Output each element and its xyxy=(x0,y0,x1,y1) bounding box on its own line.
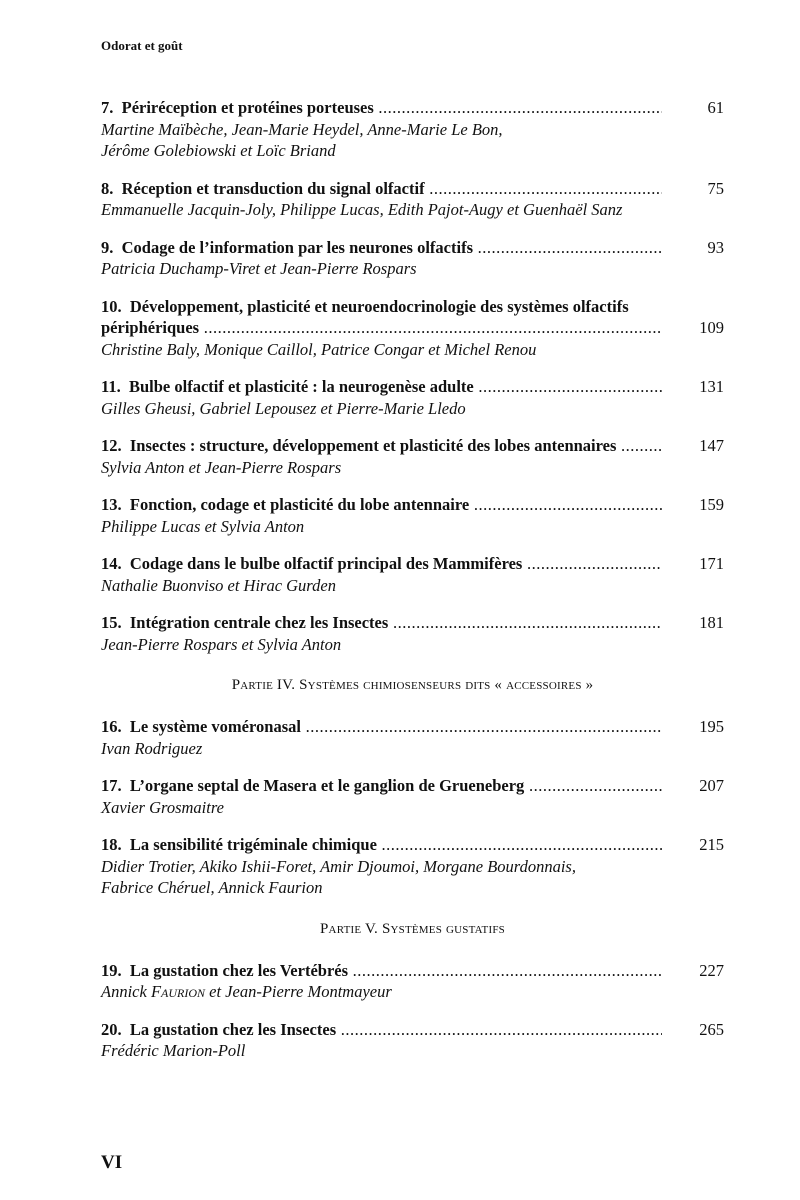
entry-number: 15. xyxy=(101,613,122,632)
entry-title-label: La sensibilité trigéminale chimique xyxy=(129,835,377,854)
entry-title-text xyxy=(101,495,662,514)
entry-title xyxy=(101,960,662,982)
entry-authors: Nathalie Buonviso et Hirac Gurden xyxy=(101,575,336,595)
entry-title xyxy=(101,237,662,259)
entry-title-text xyxy=(101,835,662,854)
entry-title-label: Réception et transduction du signal olfactif xyxy=(121,178,425,198)
page-number: 195 xyxy=(699,717,724,736)
page-number: 181 xyxy=(699,613,724,632)
page-number: 93 xyxy=(707,237,724,257)
entry-authors xyxy=(101,981,724,1003)
entry-title-label: La gustation chez les Insectes xyxy=(129,1019,337,1039)
entry-title-label: Périréception et protéines porteuses xyxy=(121,98,374,117)
page-number: 215 xyxy=(699,835,724,854)
page-number: 159 xyxy=(699,495,724,514)
entry-title-text xyxy=(101,98,662,117)
entry-authors: Jérôme Golebiowski et Loïc Briand xyxy=(101,141,336,160)
page-number: 171 xyxy=(699,554,724,573)
toc-block-olfaction-2 xyxy=(101,376,724,655)
part-heading-4: Partie IV. Systèmes chimiosenseurs dits « accessoires » xyxy=(231,677,594,693)
entry-title-line2: périphériques ..... xyxy=(101,318,662,337)
entry-authors: Emmanuelle Jacquin-Joly, Philippe Lucas, Edith Pajot-Augy et Guenhaël Sanz xyxy=(101,200,623,219)
entry-number: 19. xyxy=(101,960,122,980)
entry-authors: Gilles Gheusi, Gabriel Lepousez et Pierre-Marie Lledo xyxy=(101,398,466,418)
entry-title-text xyxy=(101,717,662,736)
toc-entry-19 xyxy=(101,960,724,1003)
entry-authors: Jean-Pierre Rospars et Sylvia Anton xyxy=(101,634,342,654)
entry-number: 12. xyxy=(101,436,122,455)
entry-title-label: Le système voméronasal xyxy=(129,717,301,736)
entry-authors: Patricia Duchamp-Viret et Jean-Pierre Rospars xyxy=(101,259,417,278)
entry-title-text xyxy=(101,1020,662,1039)
entry-title-label: Codage dans le bulbe olfactif principal des Mammifères xyxy=(129,554,523,573)
toc-block-olfaction xyxy=(101,97,724,280)
entry-authors: Philippe Lucas et Sylvia Anton xyxy=(101,516,305,536)
entry-number: 9. xyxy=(101,237,114,257)
entry-title-text xyxy=(101,961,662,980)
entry-authors: Martine Maïbèche, Jean-Marie Heydel, Anne-Marie Le Bon, xyxy=(101,119,503,139)
entry-title-text xyxy=(101,179,662,198)
toc-entry xyxy=(101,553,724,596)
toc-entry xyxy=(101,775,724,818)
entry-number: 7. xyxy=(101,98,114,117)
entry-title xyxy=(101,376,662,398)
entry-title-text xyxy=(101,436,662,455)
toc-entry xyxy=(101,376,724,419)
entry-number: 14. xyxy=(101,554,122,573)
toc-entry-10 xyxy=(101,296,724,361)
entry-title xyxy=(101,834,662,856)
page-number: 131 xyxy=(699,377,724,396)
page-number: 207 xyxy=(699,776,724,795)
entry-authors: Xavier Grosmaitre xyxy=(101,797,224,817)
author-small-caps: Faurion xyxy=(150,982,206,1001)
entry-title-text xyxy=(101,238,662,257)
entry-title xyxy=(101,716,662,738)
toc-entry xyxy=(101,612,724,655)
entry-title xyxy=(101,178,662,200)
entry-title-label: Fonction, codage et plasticité du lobe antennaire xyxy=(129,495,470,514)
entry-title-text xyxy=(101,776,662,795)
entry-number: 8. xyxy=(101,178,114,198)
entry-number: 13. xyxy=(101,495,122,514)
entry-title xyxy=(101,553,662,575)
entry-authors: Frédéric Marion-Poll xyxy=(101,1041,246,1060)
entry-title xyxy=(101,97,662,119)
author-part: et Jean-Pierre Montmayeur xyxy=(205,982,392,1001)
toc-block-accessory xyxy=(101,716,724,899)
entry-number: 10. xyxy=(101,296,122,316)
entry-authors: Ivan Rodriguez xyxy=(101,738,203,758)
entry-title xyxy=(101,612,662,634)
entry-title-line2-wrap xyxy=(101,317,662,339)
toc-entry xyxy=(101,494,724,537)
entry-title-text xyxy=(101,377,662,396)
entry-title xyxy=(101,775,662,797)
running-head: Odorat et goût xyxy=(101,38,183,53)
page-number: 61 xyxy=(707,98,724,117)
author-part: Annick xyxy=(101,982,151,1001)
toc-entry xyxy=(101,716,724,759)
page-number: 265 xyxy=(699,1019,724,1039)
toc-entry xyxy=(101,97,724,162)
entry-title-label: Bulbe olfactif et plasticité : la neurogenèse adulte xyxy=(128,377,474,396)
page-folio: VI xyxy=(101,1152,123,1173)
entry-title xyxy=(101,494,662,516)
entry-title-text xyxy=(101,613,662,632)
entry-title-line1: Développement, plasticité et neuroendocrinologie des systèmes olfactifs xyxy=(129,296,629,316)
toc-entry xyxy=(101,834,724,899)
entry-number: 11. xyxy=(101,377,121,396)
toc-entry xyxy=(101,178,724,221)
entry-title-label: Codage de l’information par les neurones olfactifs xyxy=(121,237,473,257)
entry-authors: Fabrice Chéruel, Annick Faurion xyxy=(101,878,323,897)
entry-title-label: L’organe septal de Masera et le ganglion de Grueneberg xyxy=(129,776,525,795)
part-heading-5: Partie V. Systèmes gustatifs xyxy=(320,920,505,937)
entry-authors: Sylvia Anton et Jean-Pierre Rospars xyxy=(101,457,342,477)
entry-title-label: Insectes : structure, développement et plasticité des lobes antennaires xyxy=(129,436,617,455)
entry-title xyxy=(101,435,662,457)
entry-title-label: La gustation chez les Vertébrés xyxy=(129,960,349,980)
entry-title-text xyxy=(101,554,662,573)
entry-number: 20. xyxy=(101,1019,122,1039)
entry-number: 17. xyxy=(101,776,122,795)
toc-entry xyxy=(101,435,724,478)
page-number: 75 xyxy=(707,178,724,198)
table-of-contents xyxy=(101,97,724,1078)
entry-authors: Didier Trotier, Akiko Ishii-Foret, Amir Djoumoi, Morgane Bourdonnais, xyxy=(101,856,576,876)
page-number: 147 xyxy=(699,436,724,455)
entry-number: 18. xyxy=(101,835,122,854)
entry-title xyxy=(101,296,724,318)
entry-title xyxy=(101,1019,662,1041)
entry-number: 16. xyxy=(101,717,122,736)
toc-entry xyxy=(101,237,724,280)
page-number: 227 xyxy=(699,960,724,980)
entry-title-label: Intégration centrale chez les Insectes xyxy=(129,613,389,632)
toc-entry-20 xyxy=(101,1019,724,1062)
entry-authors: Christine Baly, Monique Caillol, Patrice Congar et Michel Renou xyxy=(101,339,537,359)
page-number: 109 xyxy=(699,318,724,337)
